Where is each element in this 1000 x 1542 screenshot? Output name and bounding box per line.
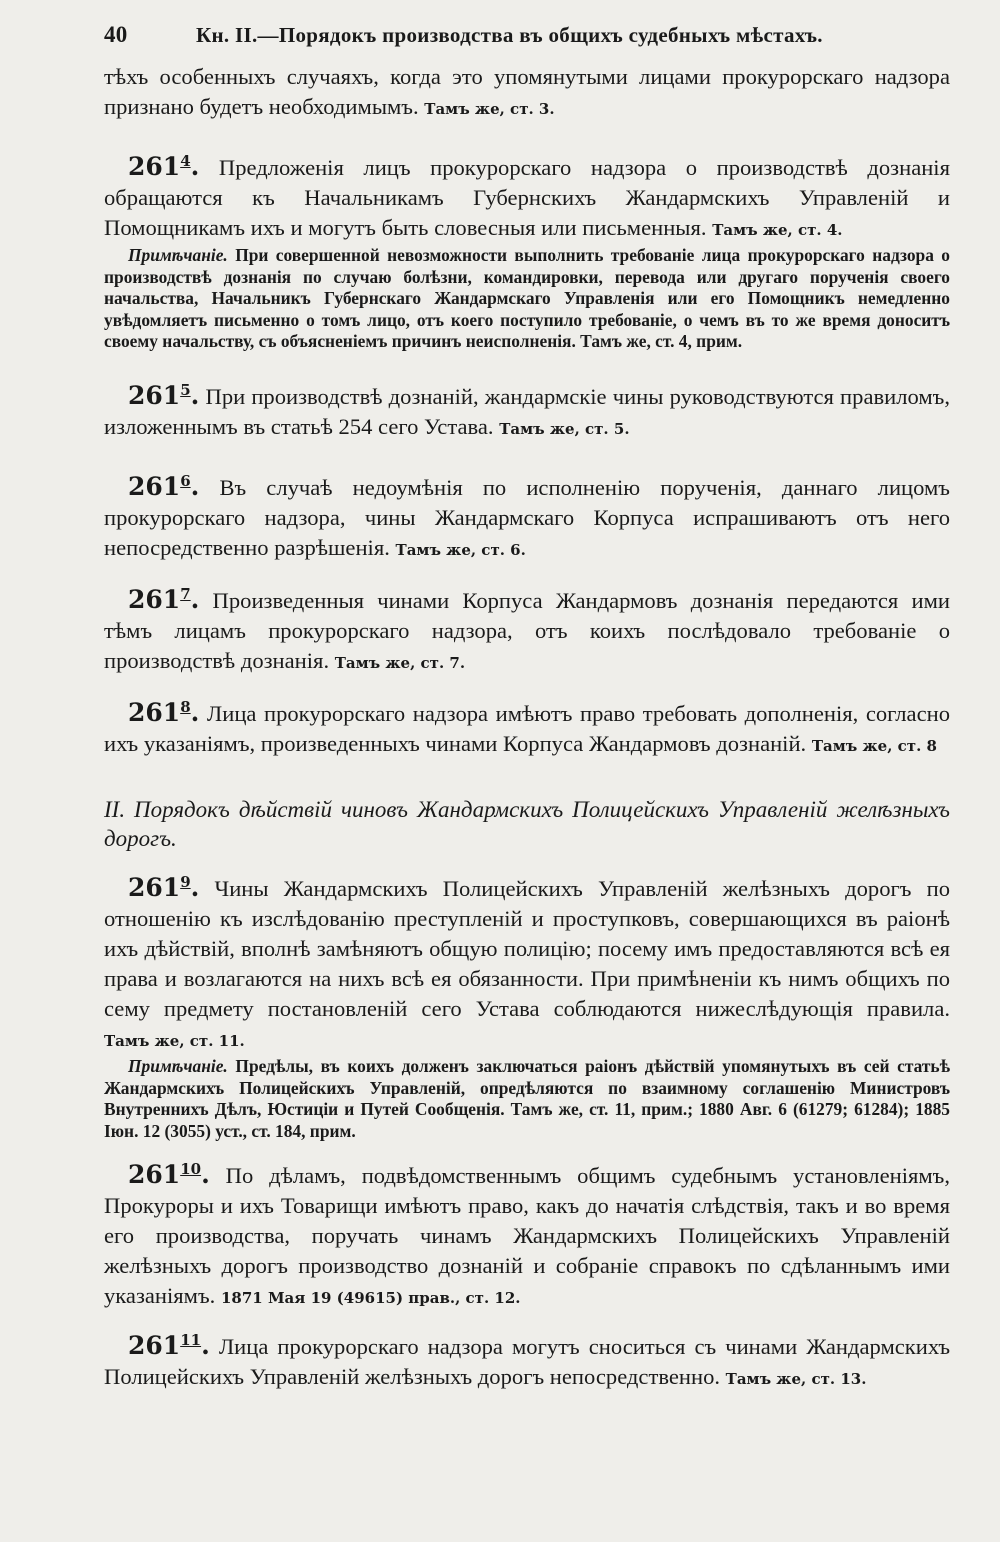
running-title: Кн. II.—Порядокъ производства въ общихъ судебныхъ мѣстахъ. [196, 23, 823, 47]
article-superscript: 4 [180, 152, 191, 170]
article-number: $261^{10}$. [128, 1160, 210, 1190]
section-heading: II. Порядокъ дѣйствій чиновъ Жандармскихъ Полицейскихъ Управленій желѣзныхъ дорогъ. [104, 796, 950, 851]
article-261-7 [104, 579, 950, 678]
page-number: 40 [104, 22, 128, 47]
article-superscript: 6 [180, 471, 191, 490]
continuation-paragraph [104, 62, 950, 124]
article-261-6 [104, 466, 950, 565]
article-text: При производствѣ дознаній, жандармскіе чины руководствуются правиломъ, изложеннымъ въ статьѣ 254 сего Устава. [104, 383, 951, 439]
article-superscript: 5 [180, 380, 191, 399]
source-reference: Тамъ же, ст. 7. [334, 653, 466, 672]
source-reference: Тамъ же, ст. 11. [104, 1031, 245, 1050]
article-superscript: 7 [180, 584, 191, 603]
source-reference: Тамъ же, ст. 5. [499, 419, 630, 438]
article-number: $261^6$. [128, 471, 200, 501]
article-number: $261^5$. [128, 380, 200, 410]
article-number: $261^7$. [128, 584, 200, 614]
article-text: Предложенія лицъ прокурорскаго надзора о производствѣ дознанія обращаются къ Начальникамъ Губернскихъ Жандармскихъ Управленій и Помощникамъ ихъ и могутъ быть словесныя или письменныя. [104, 155, 950, 240]
article-text: Произведенныя чинами Корпуса Жандармовъ дознанія передаются ими тѣмъ лицамъ прокурорскаго надзора, отъ коихъ послѣдовало требованіе о производствѣ дознанія. [104, 587, 950, 673]
note-label: Примѣчаніе. [128, 1055, 228, 1076]
note-label: Примѣчаніе. [128, 245, 228, 265]
note-text: При совершенной невозможности выполнить требованіе лица прокурорскаго надзора о производствѣ дознанія по случаю болѣзни, командировки, перевода или другаго порученія своего начальства, Начальникъ Губернскаго Жандармскаго Управленія или его Помощникъ немедленно увѣдомляетъ письменно о томъ лицо, отъ коего поступило требованіе, о чемъ въ то же время доноситъ своему начальству, съ объясненіемъ причинъ неисполненія. Тамъ же, ст. 4, прим. [104, 245, 950, 352]
article-text: Лица прокурорскаго надзора могутъ сноситься съ чинами Жандармскихъ Полицейскихъ Управленій желѣзныхъ дорогъ непосредственно. [104, 1334, 950, 1390]
article-261-9 [104, 867, 950, 1056]
article-note [104, 245, 950, 353]
note-text: Предѣлы, въ коихъ долженъ заключаться раіонъ дѣйствій упомянутыхъ въ сей статьѣ Жандармскихъ Полицейскихъ Управленій, опредѣляются по взаимному соглашенію Министровъ Внутреннихъ Дѣлъ, Юстиціи и Путей Сообщенія. Тамъ же, ст. 11, прим.; 1880 Авг. 6 (61279; 61284); 1885 Іюн. 12 (3055) уст., ст. 184, прим. [104, 1055, 951, 1141]
article-note [104, 1056, 950, 1142]
article-superscript: 11 [180, 1331, 202, 1350]
article-superscript: 8 [180, 697, 191, 716]
article-number: $261^8$. [128, 697, 200, 727]
article-number: $261^{11}$. [128, 1331, 210, 1361]
source-reference: 1871 Мая 19 (49615) прав., ст. 12. [220, 1289, 521, 1308]
article-text: Лица прокурорскаго надзора имѣютъ право требовать дополненія, согласно ихъ указаніямъ, произведенныхъ чинами Корпуса Жандармовъ дознаній. [104, 700, 950, 756]
article-text: По дѣламъ, подвѣдомственнымъ общимъ судебнымъ установленіямъ, Прокуроры и ихъ Товарищи имѣютъ право, какъ до начатія слѣдствія, такъ и во время его производства, поручать чинамъ Жандармскихъ Полицейскихъ Управленій желѣзныхъ дорогъ производство дознаній и собраніе справокъ по сдѣланнымъ ими указаніямъ. [104, 1163, 951, 1309]
source-reference: Тамъ же, ст. 13. [725, 1370, 867, 1389]
source-reference: Тамъ же, ст. 8 [811, 736, 937, 755]
article-261-4 [104, 146, 950, 245]
source-reference: Тамъ же, ст. 3. [424, 100, 555, 118]
source-reference: Тамъ же, ст. 4. [712, 221, 843, 239]
article-261-10 [104, 1154, 950, 1313]
page-header [104, 22, 950, 48]
article-261-5 [104, 375, 950, 444]
article-number: $261^4$. [128, 152, 200, 181]
article-text: Въ случаѣ недоумѣнія по исполненію порученія, даннаго лицомъ прокурорскаго надзора, чины Жандармскаго Корпуса испрашиваютъ отъ него непосредственно разрѣшенія. [104, 474, 950, 560]
article-261-11 [104, 1325, 950, 1394]
article-261-8 [104, 692, 950, 761]
continuation-text: тѣхъ особенныхъ случаяхъ, когда это упомянутыми лицами прокурорскаго надзора признано будетъ необходимымъ. [104, 64, 950, 119]
source-reference: Тамъ же, ст. 6. [395, 540, 526, 559]
article-text: Чины Жандармскихъ Полицейскихъ Управленій желѣзныхъ дорогъ по отношенію къ изслѣдованію преступленій и проступковъ, совершающихся въ раіонѣ ихъ дѣйствій, вполнѣ замѣняютъ общую полицію; посему имъ предоставляются всѣ ея права и возлагаются на нихъ всѣ ея обязанности. При примѣненіи къ нимъ общихъ по сему предмету постановленій сего Устава соблюдаются нижеслѣдующія правила. [104, 875, 950, 1021]
article-superscript: 10 [180, 1160, 202, 1179]
article-superscript: 9 [180, 872, 191, 891]
article-number: $261^9$. [128, 872, 200, 902]
